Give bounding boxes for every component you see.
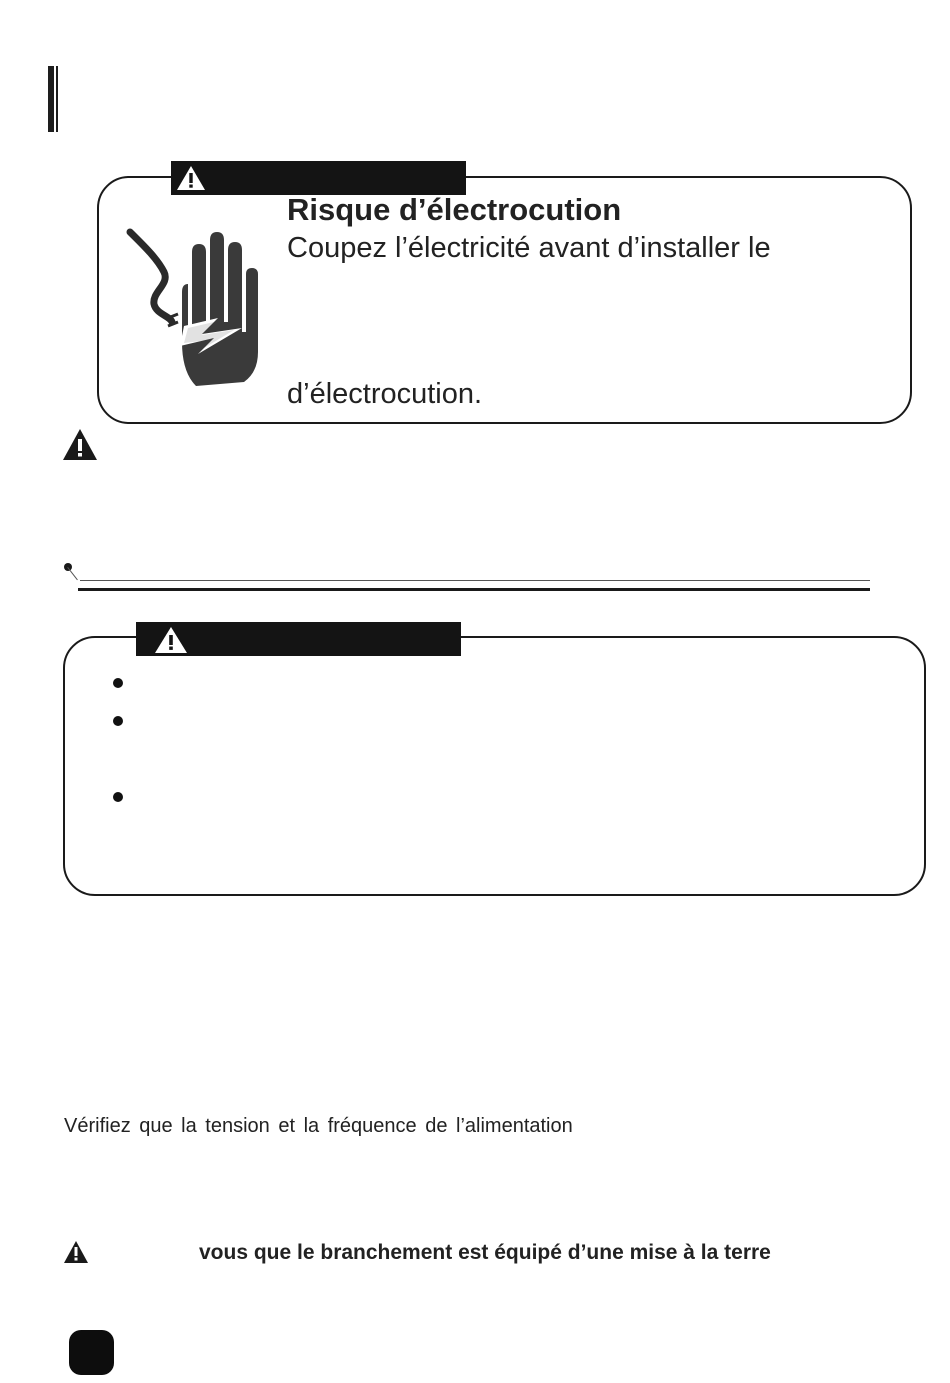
list-bullet (113, 716, 123, 726)
electric-shock-hand-icon (122, 222, 262, 392)
warning-triangle-icon (154, 626, 188, 654)
page-number-badge (69, 1330, 114, 1375)
list-bullet (113, 678, 123, 688)
separator-line (78, 588, 870, 591)
warning-header-bar (136, 622, 461, 656)
section-marker (48, 66, 58, 132)
warning-list-box (63, 636, 926, 896)
warning-triangle-icon (176, 165, 206, 191)
warning-triangle-icon (62, 428, 98, 461)
voltage-check-text: Vérifiez que la tension et la fréquence de l’alimentation (64, 1115, 573, 1137)
grounding-warning-text: vous que le branchement est équipé d’une mise à la terre (199, 1241, 771, 1264)
list-bullet (113, 792, 123, 802)
separator-line (67, 567, 78, 580)
warning-header-bar (171, 161, 466, 195)
shock-text-line: Coupez l’électricité avant d’installer le (287, 232, 771, 264)
shock-text-line: d’électrocution. (287, 378, 483, 410)
warning-triangle-icon (63, 1240, 89, 1264)
shock-title: Risque d’électrocution (287, 192, 622, 227)
separator-line (80, 580, 870, 581)
